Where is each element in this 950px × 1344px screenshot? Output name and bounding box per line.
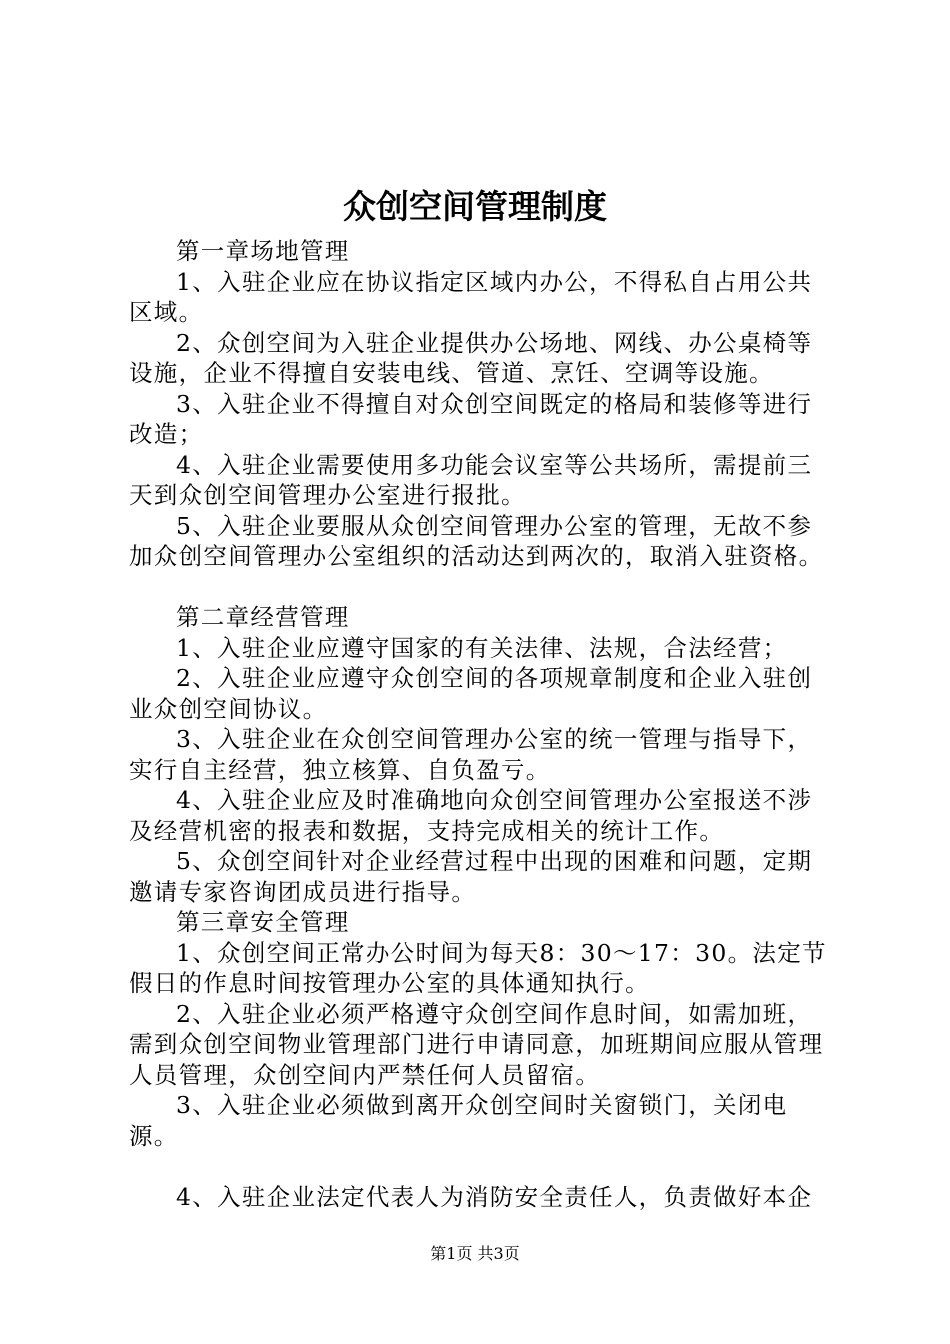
paragraph: 1、入驻企业应在协议指定区域内办公，不得私自占用公共区域。	[129, 267, 813, 326]
document-body	[129, 236, 829, 1212]
paragraph: 2、入驻企业必须严格遵守众创空间作息时间，如需加班，需到众创空间物业管理部门进行申请同意，加班期间应服从管理人员管理，众创空间内严禁任何人员留宿。	[129, 999, 824, 1089]
paragraph: 3、入驻企业在众创空间管理办公室的统一管理与指导下，实行自主经营，独立核算、自负盈亏。	[129, 725, 813, 784]
paragraph: 2、入驻企业应遵守众创空间的各项规章制度和企业入驻创业众创空间协议。	[129, 664, 813, 723]
blank-line	[129, 572, 829, 603]
chapter-heading-2: 第二章经营管理	[176, 603, 350, 631]
document-title: 众创空间管理制度	[343, 187, 607, 226]
paragraph: 4、入驻企业应及时准确地向众创空间管理办公室报送不涉及经营机密的报表和数据，支持完成相关的统计工作。	[129, 786, 813, 845]
paragraph: 4、入驻企业法定代表人为消防安全责任人，负责做好本企	[176, 1182, 813, 1211]
page-total: 共3页	[477, 1244, 520, 1263]
paragraph: 5、入驻企业要服从众创空间管理办公室的管理，无故不参加众创空间管理办公室组织的活动达到两次的，取消入驻资格。	[129, 511, 824, 570]
paragraph: 1、众创空间正常办公时间为每天8：30～17：30。法定节假日的作息时间按管理办公室的具体通知执行。	[129, 938, 827, 997]
paragraph: 1、入驻企业应遵守国家的有关法律、法规，合法经营；	[176, 633, 788, 662]
chapter-heading-1: 第一章场地管理	[176, 237, 350, 265]
chapter-heading-3: 第三章安全管理	[176, 908, 350, 936]
paragraph: 3、入驻企业不得擅自对众创空间既定的格局和装修等进行改造；	[129, 389, 813, 448]
paragraph: 4、入驻企业需要使用多功能会议室等公共场所，需提前三天到众创空间管理办公室进行报批。	[129, 450, 813, 509]
paragraph: 3、入驻企业必须做到离开众创空间时关窗锁门，关闭电源。	[129, 1091, 788, 1150]
page-footer	[0, 1244, 950, 1264]
paragraph: 5、众创空间针对企业经营过程中出现的困难和问题，定期邀请专家咨询团成员进行指导。	[129, 847, 813, 906]
page-number: 第1页	[430, 1244, 473, 1263]
paragraph: 2、众创空间为入驻企业提供办公场地、网线、办公桌椅等设施，企业不得擅自安装电线、管道、烹饪、空调等设施。	[129, 328, 813, 387]
blank-line	[129, 1151, 829, 1182]
